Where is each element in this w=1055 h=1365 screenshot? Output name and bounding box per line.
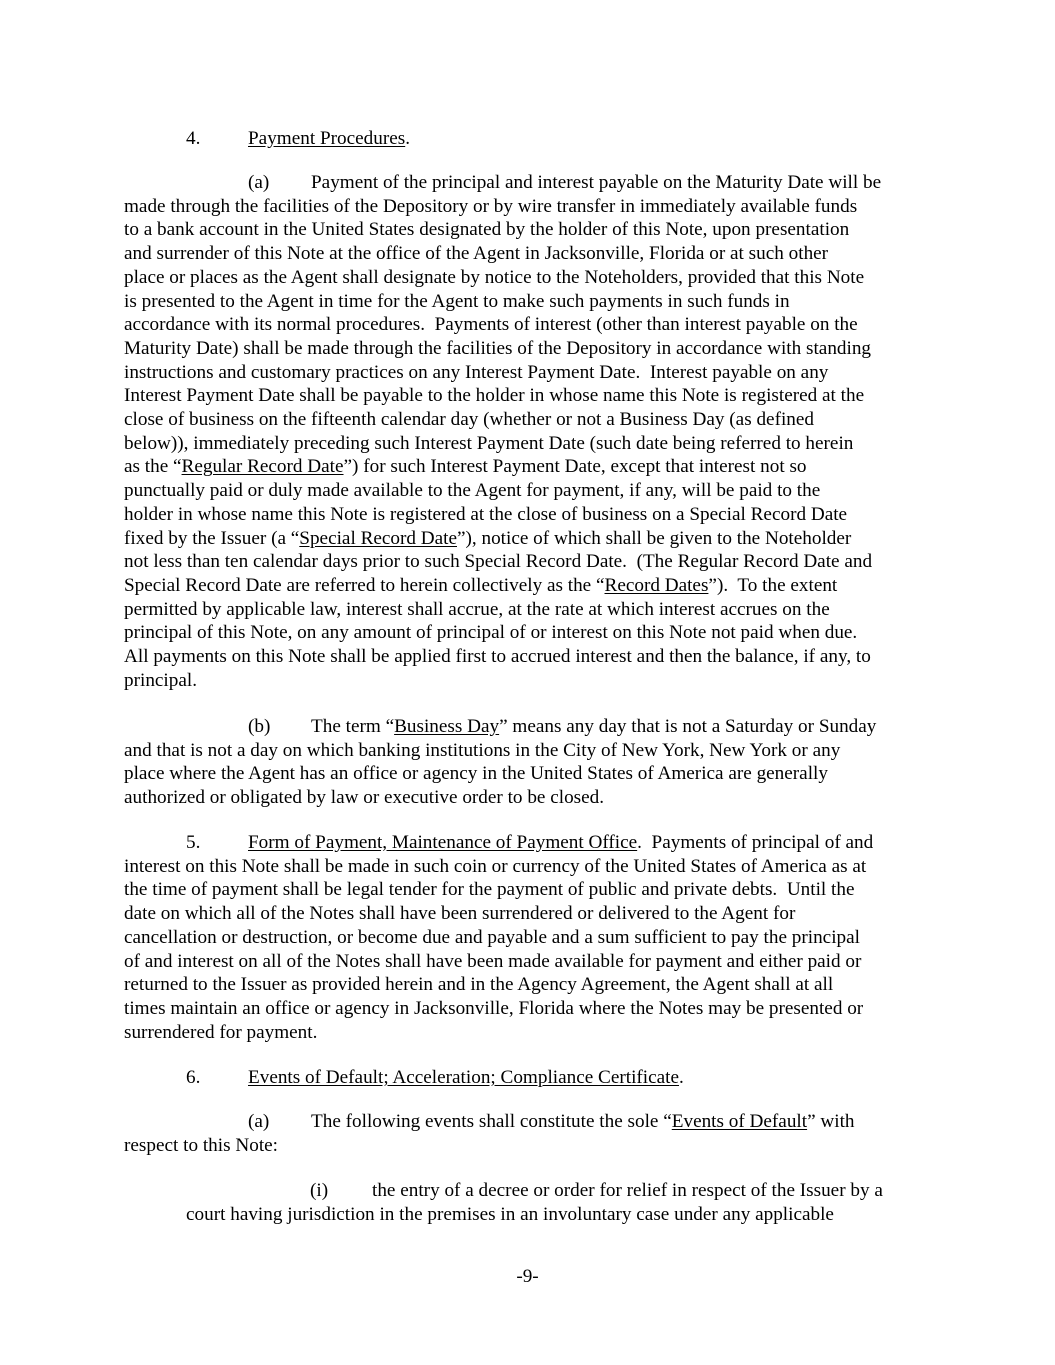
paragraph-line: respect to this Note:	[124, 1134, 278, 1156]
defined-term-events-of-default: Events of Default	[671, 1111, 808, 1132]
paragraph-6a-i	[186, 1179, 940, 1226]
paragraph-line: date on which all of the Notes shall have been surrendered or delivered to the Agent for	[124, 903, 796, 925]
paragraph-line: fixed by the Issuer (a “Special Record Date”), notice of which shall be given to the Noteholder	[124, 527, 852, 549]
section-5	[124, 831, 940, 1044]
section-6-heading: 6. Events of Default; Acceleration; Compliance Certificate.	[186, 1067, 684, 1088]
paragraph-line: cancellation or destruction, or become due and payable and a sum sufficient to pay the principal	[124, 926, 860, 948]
paragraph-line: Maturity Date) shall be made through the facilities of the Depository in accordance with standing	[124, 337, 872, 359]
defined-term-business-day: Business Day	[394, 716, 500, 737]
paragraph-line: place or places as the Agent shall designate by notice to the Noteholders, provided that this Note	[124, 266, 865, 288]
section-title: Events of Default; Acceleration; Compliance Certificate	[248, 1067, 680, 1088]
paragraph-4b	[124, 715, 940, 810]
defined-term-special-record-date: Special Record Date	[299, 527, 457, 549]
paragraph-line: authorized or obligated by law or executive order to be closed.	[124, 787, 605, 809]
page-number: -9-	[516, 1266, 539, 1287]
section-number: 6.	[186, 1067, 201, 1088]
paragraph-line: made through the facilities of the Depository or by wire transfer in immediately available funds	[124, 195, 858, 217]
paragraph-line: Special Record Date are referred to herein collectively as the “Record Dates”). To the extent	[124, 574, 838, 596]
paragraph-line: accordance with its normal procedures. Payments of interest (other than interest payable on the	[124, 314, 858, 336]
paragraph-line: returned to the Issuer as provided herein and in the Agency Agreement, the Agent shall at all	[124, 974, 834, 996]
paragraph-line: 5. Form of Payment, Maintenance of Payment Office. Payments of principal of and	[186, 832, 874, 853]
paragraph-line: to a bank account in the United States designated by the holder of this Note, upon presentation	[124, 219, 850, 241]
paragraph-line: Interest Payment Date shall be payable to the holder in whose name this Note is registered at the	[124, 385, 865, 407]
paragraph-line: times maintain an office or agency in Jacksonville, Florida where the Notes may be presented or	[124, 997, 864, 1019]
paragraph-line: (a) The following events shall constitute the sole “Events of Default” with	[248, 1111, 855, 1132]
paragraph-line: (i) the entry of a decree or order for relief in respect of the Issuer by a	[310, 1180, 883, 1201]
paragraph-line: not less than ten calendar days prior to such Special Record Date. (The Regular Record Date and	[124, 551, 873, 573]
paragraph-line: and that is not a day on which banking institutions in the City of New York, New York or any	[124, 739, 841, 761]
paragraph-line: court having jurisdiction in the premises in an involuntary case under any applicable	[186, 1203, 834, 1225]
paragraph-line: of and interest on all of the Notes shall have been made available for payment and either paid or	[124, 950, 862, 972]
paragraph-line: principal of this Note, on any amount of principal of or interest on this Note not paid when due.	[124, 622, 858, 644]
paragraph-line: and surrender of this Note at the office of the Agent in Jacksonville, Florida or at such other	[124, 243, 829, 265]
subsection-label: (i)	[310, 1180, 329, 1201]
section-title: Form of Payment, Maintenance of Payment Office	[248, 832, 638, 853]
paragraph-line: (a) Payment of the principal and interest payable on the Maturity Date will be	[248, 172, 882, 193]
paragraph-line: the time of payment shall be legal tender for the payment of public and private debts. Until the	[124, 879, 855, 901]
subsection-label: (a)	[248, 172, 270, 193]
paragraph-6a	[124, 1110, 940, 1157]
paragraph-line: close of business on the fifteenth calendar day (whether or not a Business Day (as defined	[124, 409, 815, 431]
paragraph-line: permitted by applicable law, interest shall accrue, at the rate at which interest accrues on the	[124, 598, 830, 620]
paragraph-line: below)), immediately preceding such Interest Payment Date (such date being referred to herein	[124, 432, 854, 454]
paragraph-line: All payments on this Note shall be applied first to accrued interest and then the balance, if any, to	[124, 646, 871, 668]
defined-term-regular-record-date: Regular Record Date	[181, 456, 344, 478]
section-title: Payment Procedures	[248, 128, 406, 149]
paragraph-line: is presented to the Agent in time for the Agent to make such payments in such funds in	[124, 290, 790, 312]
paragraph-line: interest on this Note shall be made in such coin or currency of the United States of America as at	[124, 855, 867, 877]
paragraph-line: as the “Regular Record Date”) for such Interest Payment Date, except that interest not so	[124, 456, 807, 478]
paragraph-line: place where the Agent has an office or agency in the United States of America are generally	[124, 763, 828, 785]
paragraph-line: instructions and customary practices on any Interest Payment Date. Interest payable on any	[124, 361, 829, 383]
section-number: 4.	[186, 128, 201, 149]
section-4-heading: 4. Payment Procedures.	[186, 128, 410, 149]
subsection-label: (b)	[248, 716, 271, 737]
defined-term-record-dates: Record Dates	[604, 574, 709, 596]
section-number: 5.	[186, 832, 201, 853]
subsection-label: (a)	[248, 1111, 270, 1132]
paragraph-line: (b) The term “Business Day” means any day that is not a Saturday or Sunday	[248, 716, 877, 737]
paragraph-line: punctually paid or duly made available to the Agent for payment, if any, will be paid to the	[124, 480, 821, 502]
paragraph-line: holder in whose name this Note is registered at the close of business on a Special Record Date	[124, 503, 848, 525]
paragraph-4a	[124, 171, 940, 692]
paragraph-line: surrendered for payment.	[124, 1021, 318, 1043]
paragraph-line: principal.	[124, 669, 197, 691]
